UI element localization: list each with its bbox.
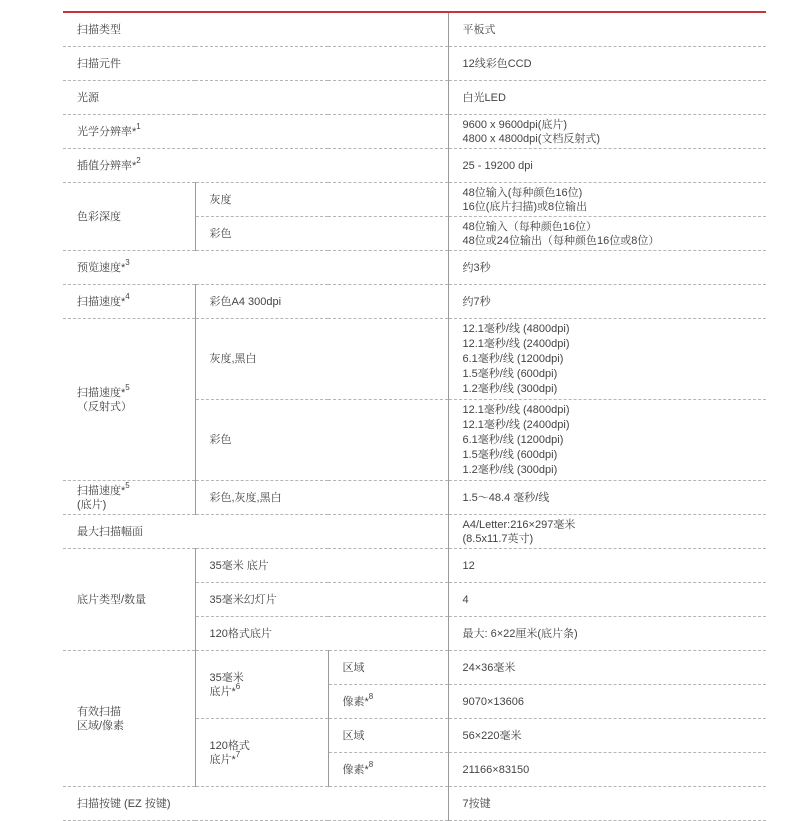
label-text: 扫描速度* bbox=[77, 386, 126, 399]
spec-label: 色彩深度 bbox=[63, 183, 195, 251]
footnote-mark: 2 bbox=[136, 155, 141, 165]
table-row bbox=[63, 787, 766, 821]
value-line: 12.1毫秒/线 (2400dpi) bbox=[462, 337, 570, 350]
table-row bbox=[63, 115, 766, 149]
table-row bbox=[63, 81, 766, 115]
footnote-mark: 5 bbox=[125, 480, 130, 490]
spec-label bbox=[63, 481, 195, 515]
spec-sublabel: 灰度 bbox=[195, 183, 448, 217]
spec-label: 最大扫描幅面 bbox=[63, 515, 448, 549]
spec-table bbox=[63, 11, 766, 821]
value-line: 6.1毫秒/线 (1200dpi) bbox=[462, 352, 564, 365]
spec-sublabel: 35毫米 底片 bbox=[195, 549, 448, 583]
value-line: 9600 x 9600dpi(底片) bbox=[462, 118, 568, 131]
spec-sublabel bbox=[195, 719, 328, 787]
spec-label bbox=[63, 251, 448, 285]
spec-value bbox=[448, 183, 766, 217]
spec-value bbox=[448, 115, 766, 149]
label-text: 底片* bbox=[209, 753, 236, 766]
spec-value: 56×220毫米 bbox=[448, 719, 766, 753]
value-line: 16位(底片扫描)或8位输出 bbox=[462, 200, 588, 213]
spec-label: 扫描按键 (EZ 按键) bbox=[63, 787, 448, 821]
spec-sublabel: 35毫米幻灯片 bbox=[195, 583, 448, 617]
spec-label: 底片类型/数量 bbox=[63, 549, 195, 651]
table-row bbox=[63, 183, 766, 217]
table-row bbox=[63, 251, 766, 285]
footnote-mark: 1 bbox=[136, 121, 141, 131]
label-text: 像素* bbox=[342, 695, 369, 708]
value-line: 48位或24位输出（每种颜色16位或8位） bbox=[462, 234, 660, 247]
spec-sublabel: 灰度,黑白 bbox=[195, 319, 448, 400]
footnote-mark: 5 bbox=[125, 382, 130, 392]
footnote-mark: 3 bbox=[125, 257, 130, 267]
spec-value: 7按键 bbox=[448, 787, 766, 821]
table-row bbox=[63, 651, 766, 685]
footnote-mark: 8 bbox=[368, 759, 374, 769]
spec-value: 25 - 19200 dpi bbox=[448, 149, 766, 183]
label-line: （反射式） bbox=[77, 400, 132, 413]
table-row bbox=[63, 285, 766, 319]
spec-sublabel: 彩色 bbox=[195, 217, 448, 251]
value-line: 12.1毫秒/线 (2400dpi) bbox=[462, 418, 570, 431]
label-text: 预览速度* bbox=[77, 261, 126, 274]
spec-value: 约3秒 bbox=[448, 251, 766, 285]
label-line: 120格式 bbox=[209, 739, 250, 752]
table-row bbox=[63, 12, 766, 47]
spec-value: 24×36毫米 bbox=[448, 651, 766, 685]
spec-label bbox=[63, 319, 195, 481]
spec-value bbox=[448, 515, 766, 549]
spec-value: 约7秒 bbox=[448, 285, 766, 319]
footnote-mark: 8 bbox=[368, 691, 374, 701]
value-line: 6.1毫秒/线 (1200dpi) bbox=[462, 433, 564, 446]
label-text: 底片* bbox=[209, 685, 236, 698]
spec-value bbox=[448, 217, 766, 251]
spec-sublabel: 彩色 bbox=[195, 400, 448, 481]
value-line: 48位输入（每种颜色16位） bbox=[462, 220, 597, 233]
spec-label: 光源 bbox=[63, 81, 448, 115]
value-line: 1.5毫秒/线 (600dpi) bbox=[462, 448, 558, 461]
label-line: (底片) bbox=[77, 498, 107, 511]
table-row bbox=[63, 319, 766, 400]
label-line: 区域/像素 bbox=[77, 719, 125, 732]
value-line: 12.1毫秒/线 (4800dpi) bbox=[462, 403, 570, 416]
value-line: 4800 x 4800dpi(文档反射式) bbox=[462, 132, 601, 145]
spec-value bbox=[448, 319, 766, 400]
spec-value bbox=[448, 400, 766, 481]
label-text: 扫描速度* bbox=[77, 295, 126, 308]
spec-label bbox=[63, 285, 195, 319]
value-line: 12.1毫秒/线 (4800dpi) bbox=[462, 322, 570, 335]
spec-sublabel: 彩色A4 300dpi bbox=[195, 285, 448, 319]
spec-value: 1.5～48.4 毫秒/线 bbox=[448, 481, 766, 515]
spec-label: 扫描类型 bbox=[63, 12, 448, 47]
spec-label bbox=[63, 651, 195, 787]
label-text: 扫描速度* bbox=[77, 484, 126, 497]
label-text: 光学分辨率* bbox=[77, 125, 137, 138]
label-line: 有效扫描 bbox=[77, 705, 121, 718]
spec-value: 21166×83150 bbox=[448, 753, 766, 787]
label-line: 35毫米 bbox=[209, 671, 244, 684]
spec-value: 平板式 bbox=[448, 12, 766, 47]
value-line: 48位输入(每种颜色16位) bbox=[462, 186, 583, 199]
table-row bbox=[63, 515, 766, 549]
value-line: A4/Letter:216×297毫米 bbox=[462, 518, 576, 531]
spec-value: 12线彩色CCD bbox=[448, 47, 766, 81]
spec-subsublabel: 区域 bbox=[328, 651, 448, 685]
spec-sublabel: 120格式底片 bbox=[195, 617, 448, 651]
value-line: 1.2毫秒/线 (300dpi) bbox=[462, 382, 558, 395]
spec-subsublabel bbox=[328, 753, 448, 787]
label-text: 像素* bbox=[342, 763, 369, 776]
spec-value: 最大: 6×22厘米(底片条) bbox=[448, 617, 766, 651]
table-row bbox=[63, 549, 766, 583]
spec-value: 9070×13606 bbox=[448, 685, 766, 719]
spec-label bbox=[63, 149, 448, 183]
spec-label bbox=[63, 115, 448, 149]
spec-label: 扫描元件 bbox=[63, 47, 448, 81]
spec-value: 4 bbox=[448, 583, 766, 617]
spec-value: 12 bbox=[448, 549, 766, 583]
value-line: (8.5x11.7英寸) bbox=[462, 532, 534, 545]
footnote-mark: 4 bbox=[125, 291, 130, 301]
table-row bbox=[63, 47, 766, 81]
value-line: 1.2毫秒/线 (300dpi) bbox=[462, 463, 558, 476]
spec-sublabel: 彩色,灰度,黑白 bbox=[195, 481, 448, 515]
spec-subsublabel: 区域 bbox=[328, 719, 448, 753]
label-text: 插值分辨率* bbox=[77, 159, 137, 172]
value-line: 1.5毫秒/线 (600dpi) bbox=[462, 367, 558, 380]
footnote-mark: 7 bbox=[235, 749, 241, 759]
table-row bbox=[63, 149, 766, 183]
table-row bbox=[63, 481, 766, 515]
footnote-mark: 6 bbox=[235, 681, 241, 691]
spec-value: 白光LED bbox=[448, 81, 766, 115]
spec-sublabel bbox=[195, 651, 328, 719]
spec-subsublabel bbox=[328, 685, 448, 719]
